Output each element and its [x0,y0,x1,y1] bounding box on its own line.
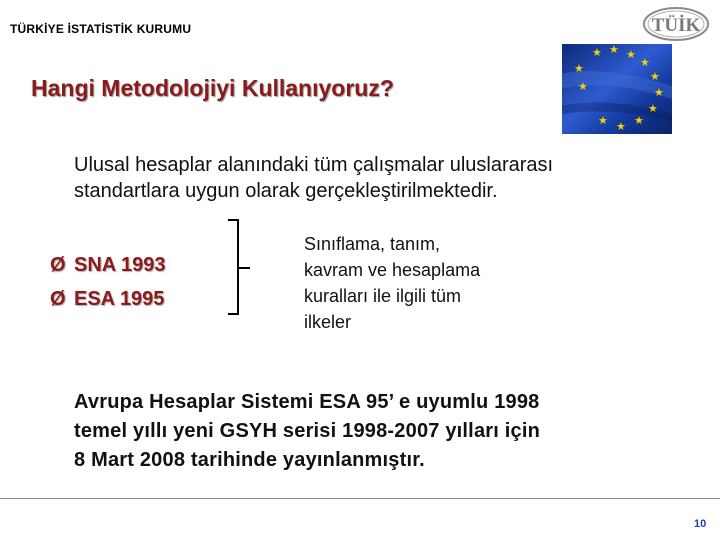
arrow-bullet-icon: Ø [50,253,66,276]
list-item-esa [50,282,166,316]
list-item-label: SNA 1993 [74,253,166,276]
flag-star: ★ [640,57,650,69]
flag-star: ★ [578,81,588,93]
footer-divider [0,498,720,499]
intro-line: standartlara uygun olarak gerçekleştirilmektedir. [74,180,498,202]
list-item-sna [50,248,166,282]
intro-text [74,152,674,204]
note-line: 8 Mart 2008 tarihinde yayınlanmıştır. [74,449,425,471]
intro-line: Ulusal hesaplar alanındaki tüm çalışmalar uluslararası [74,154,554,176]
description-line: kavram ve hesaplama [304,260,481,280]
logo-text: TÜİK [651,15,701,36]
eu-flag-icon [562,44,672,134]
flag-star: ★ [650,71,660,83]
description-line: kuralları ile ilgili tüm [304,286,462,306]
flag-star: ★ [609,44,619,56]
flag-star: ★ [616,121,626,133]
flag-star: ★ [626,49,636,61]
flag-star: ★ [598,115,608,127]
page-number: 10 [694,518,707,530]
standards-list [50,248,166,316]
flag-star: ★ [654,87,664,99]
list-item-label: ESA 1995 [74,287,165,310]
flag-star: ★ [634,115,644,127]
bracket-icon [226,218,254,316]
organization-name: TÜRKİYE İSTATİSTİK KURUMU [10,22,192,36]
arrow-bullet-icon: Ø [50,287,66,310]
description-line: ilkeler [304,312,352,332]
note-line: temel yıllı yeni GSYH serisi 1998-2007 yılları için [74,420,541,442]
standards-description [304,231,544,335]
publication-note [74,388,674,475]
flag-star: ★ [648,103,658,115]
flag-star: ★ [592,47,602,59]
tuik-logo [642,6,710,42]
description-line: Sınıflama, tanım, [304,234,441,254]
flag-star: ★ [574,63,584,75]
slide-title: Hangi Metodolojiyi Kullanıyoruz? [31,75,394,101]
note-line: Avrupa Hesaplar Sistemi ESA 95’ e uyumlu 1998 [74,391,540,413]
